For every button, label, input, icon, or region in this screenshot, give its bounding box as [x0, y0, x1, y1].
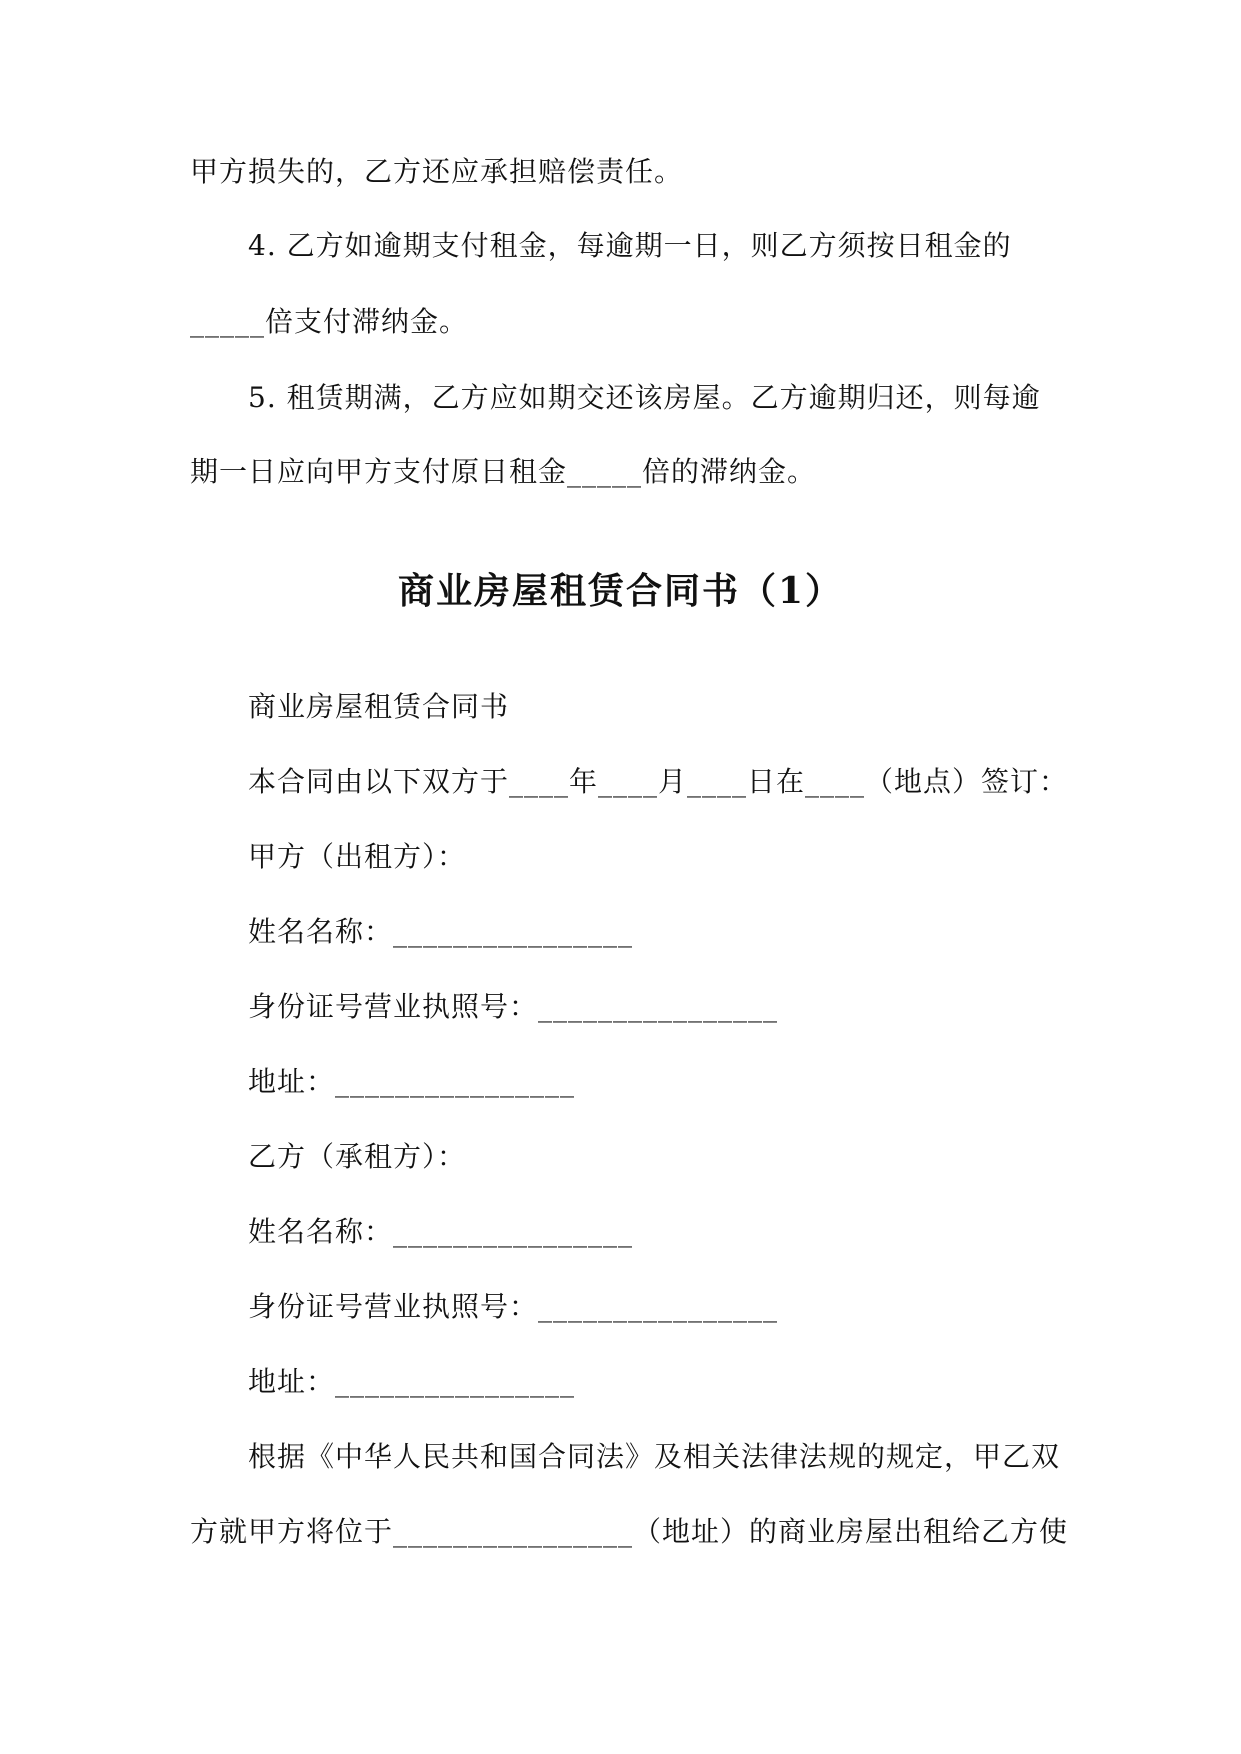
clause-4-line-1: 4. 乙方如逾期支付租金，每逾期一日，则乙方须按日租金的	[248, 229, 1012, 262]
signing-date-line: 本合同由以下双方于____年____月____日在____（地点）签订：	[248, 765, 1069, 798]
clause-4-line-2: _____倍支付滞纳金。	[190, 305, 469, 338]
party-a-id-field: 身份证号营业执照号：________________	[248, 990, 779, 1023]
party-b-address-field: 地址：________________	[248, 1365, 576, 1398]
contract-subtitle: 商业房屋租赁合同书	[248, 690, 510, 723]
party-a-address-field: 地址：________________	[248, 1065, 576, 1098]
text-line-damages: 甲方损失的，乙方还应承担赔偿责任。	[190, 155, 684, 188]
legal-basis-line-2: 方就甲方将位于________________（地址）的商业房屋出租给乙方使	[190, 1515, 1069, 1548]
clause-5-line-1: 5. 租赁期满，乙方应如期交还该房屋。乙方逾期归还，则每逾	[248, 381, 1041, 414]
clause-5-line-2: 期一日应向甲方支付原日租金_____倍的滞纳金。	[190, 455, 817, 488]
party-b-name-field: 姓名名称：________________	[248, 1215, 634, 1248]
party-a-heading: 甲方（出租方）：	[248, 840, 467, 873]
party-b-heading: 乙方（承租方）：	[248, 1140, 467, 1173]
legal-basis-line-1: 根据《中华人民共和国合同法》及相关法律法规的规定，甲乙双	[248, 1440, 1061, 1473]
party-b-id-field: 身份证号营业执照号：________________	[248, 1290, 779, 1323]
contract-title: 商业房屋租赁合同书（1）	[397, 570, 844, 612]
party-a-name-field: 姓名名称：________________	[248, 915, 634, 948]
